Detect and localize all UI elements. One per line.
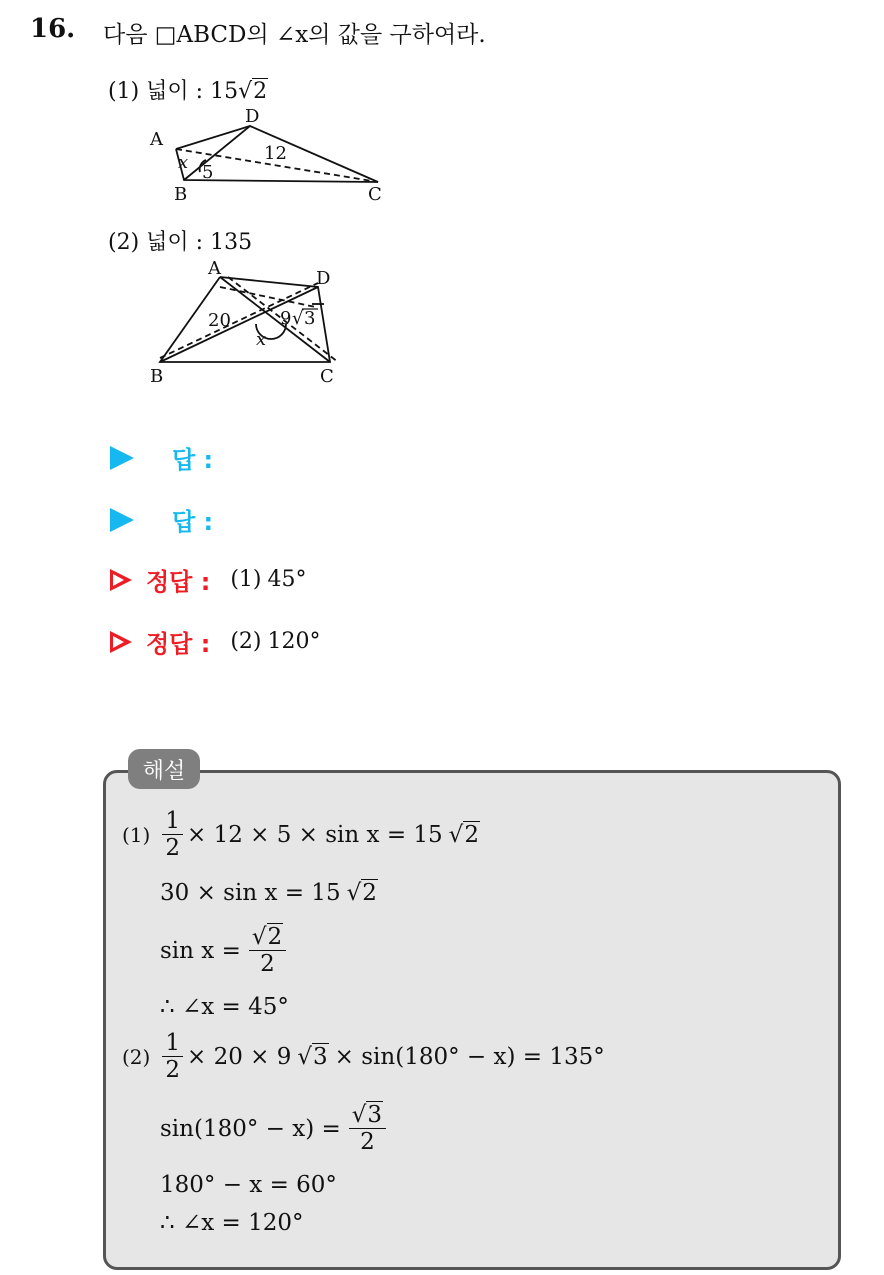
part1-label: (1) <box>108 79 140 104</box>
correct-value: 45° <box>267 567 307 592</box>
part1-vertex-A: A <box>150 129 163 150</box>
part1-sqrt: √2 <box>238 79 268 104</box>
frac-num: 1 <box>162 1030 183 1057</box>
part2-dashed-1 <box>219 287 318 307</box>
sqrt: √2 <box>448 821 479 848</box>
answer-row-1 <box>110 440 213 475</box>
sol2-line1-pre: × 20 × 9 <box>186 1043 292 1070</box>
part2-vertex-B: B <box>150 366 164 387</box>
answer-label: 답 : <box>172 508 214 536</box>
sqrt: √2 <box>251 924 283 950</box>
correct-answer-row-1 <box>110 562 307 597</box>
part2-vertex-C: C <box>320 366 334 387</box>
sol1-line3 <box>160 924 290 978</box>
radicand: 2 <box>362 880 377 906</box>
sol1-line2-text: 30 × sin x = 15 <box>160 880 341 906</box>
sol2-line3: 180° − x = 60° <box>160 1172 337 1198</box>
radicand: 3 <box>367 1102 383 1128</box>
part1-diagonal-BD <box>184 126 250 180</box>
part2-vertex-A: A <box>208 258 221 279</box>
part1-area-radical: 2 <box>253 79 268 104</box>
part1-figure <box>140 100 400 210</box>
sqrt: √3 <box>351 1102 383 1128</box>
sol2-line1-post: × sin(180° − x) = 135° <box>334 1043 605 1070</box>
outline-triangle-icon <box>110 631 132 653</box>
radicand: 3 <box>313 1043 328 1070</box>
question-text: 다음 □ABCD의 ∠x의 값을 구하여라. <box>103 22 486 48</box>
frac-num <box>349 1102 386 1129</box>
part1-vertex-D: D <box>245 106 260 127</box>
sol1-line3-lhs: sin x = <box>160 937 241 964</box>
sol1-line1 <box>122 808 480 862</box>
radicand: 2 <box>267 924 283 950</box>
part1-area-value: 15 <box>210 79 239 104</box>
part1-vertex-C: C <box>368 184 382 205</box>
sol2-label: (2) <box>122 1044 151 1069</box>
frac-den: 2 <box>360 1129 375 1156</box>
part2-side-rad: 3 <box>304 308 316 329</box>
frac-den: 2 <box>260 951 275 978</box>
frac-den: 2 <box>165 835 180 862</box>
part1-angle-x: x <box>178 152 189 173</box>
play-triangle-icon <box>110 446 134 470</box>
frac-num: 1 <box>162 808 183 835</box>
correct-value: 120° <box>267 629 321 654</box>
sol2-line2-lhs: sin(180° − x) = <box>160 1115 341 1142</box>
question-number: 16. <box>30 14 76 44</box>
fraction <box>162 1030 183 1084</box>
outline-triangle-icon <box>110 569 132 591</box>
fraction <box>349 1102 386 1156</box>
part2-area-label: 넓이 : <box>146 230 204 255</box>
part2-label: (2) <box>108 230 140 255</box>
solution-tag: 해설 <box>128 749 200 789</box>
part2-vertex-D: D <box>316 268 331 289</box>
sol2-line4: ∴ ∠x = 120° <box>160 1210 304 1236</box>
part2-angle-x: x <box>256 329 267 350</box>
sol2-line1 <box>122 1030 605 1084</box>
part2-side-sqrt: √ <box>292 308 304 329</box>
sqrt: √3 <box>297 1043 328 1070</box>
play-triangle-icon <box>110 508 134 532</box>
sol1-label: (1) <box>122 822 151 847</box>
correct-label: 정답 : <box>146 568 211 596</box>
sqrt: √2 <box>346 880 377 906</box>
part2-area-value: 135 <box>210 230 253 255</box>
fraction <box>249 924 286 978</box>
part1-side-12: 12 <box>264 143 287 164</box>
sol1-line2 <box>160 880 378 906</box>
sol1-line4: ∴ ∠x = 45° <box>160 994 289 1020</box>
answer-row-2 <box>110 502 213 537</box>
correct-label: 정답 : <box>146 630 211 658</box>
frac-num <box>249 924 286 951</box>
correct-part: (2) <box>230 629 262 654</box>
radicand: 2 <box>464 821 479 848</box>
part1-side-5: 5 <box>202 162 214 183</box>
part2-side-coef: 9 <box>280 308 292 329</box>
sol1-line1-rest: × 12 × 5 × sin x = 15 <box>186 821 443 848</box>
part2-figure <box>140 252 360 387</box>
correct-part: (1) <box>230 567 262 592</box>
frac-den: 2 <box>165 1057 180 1084</box>
answer-label: 답 : <box>172 446 214 474</box>
part1-vertex-B: B <box>174 184 188 205</box>
sol2-line2 <box>160 1102 390 1156</box>
correct-answer-row-2 <box>110 624 321 659</box>
part1-area-label: 넓이 : <box>146 79 204 104</box>
part2-side-20: 20 <box>208 310 231 331</box>
fraction <box>162 808 183 862</box>
